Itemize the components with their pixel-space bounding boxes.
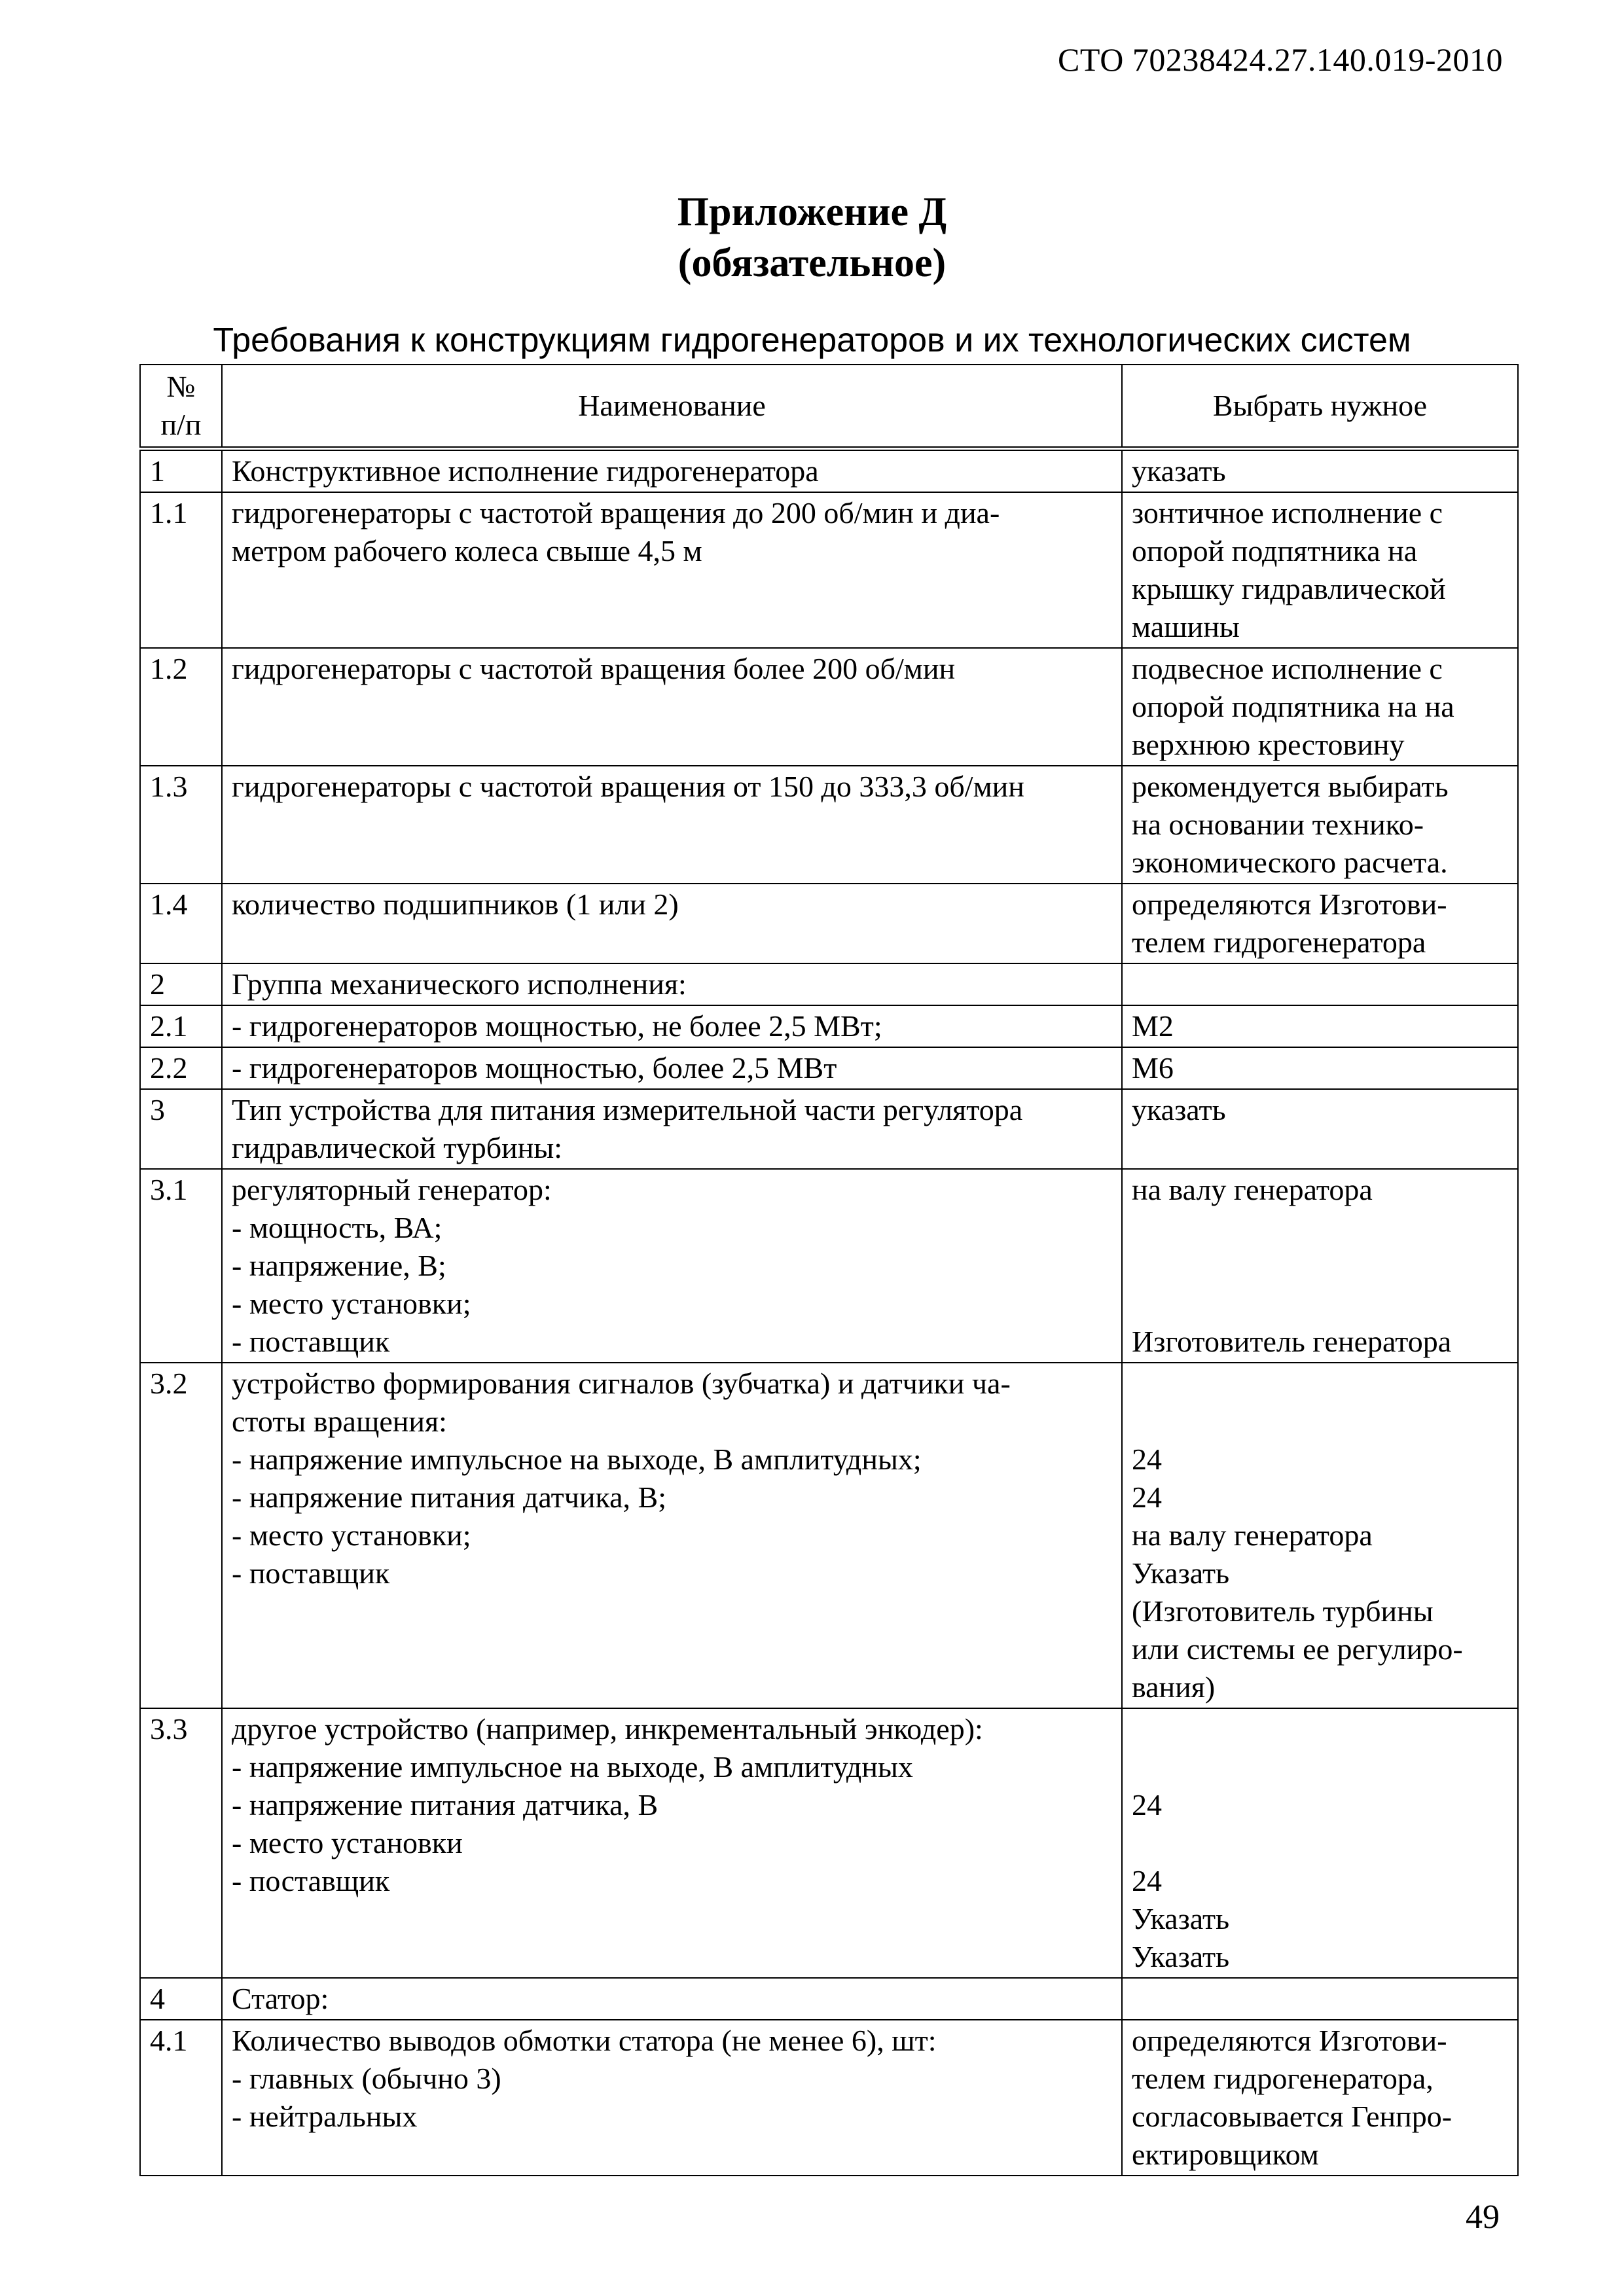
row-choice: на валу генератора Изготовитель генератора (1122, 1169, 1518, 1363)
table-row (140, 766, 1518, 884)
requirements-table (139, 364, 1519, 2176)
table-row (140, 1047, 1518, 1089)
appendix-title-line1: Приложение Д (677, 190, 947, 234)
row-number: 3.1 (140, 1169, 222, 1363)
row-name: - гидрогенераторов мощностью, не более 2,5 МВт; (222, 1005, 1122, 1047)
row-choice: определяются Изготови- телем гидрогенератора (1122, 884, 1518, 963)
table-body (140, 449, 1518, 2176)
row-name: гидрогенераторы с частотой вращения от 150 до 333,3 об/мин (222, 766, 1122, 884)
table-row (140, 884, 1518, 963)
row-choice: рекомендуется выбирать на основании технико- экономического расчета. (1122, 766, 1518, 884)
row-number: 2.1 (140, 1005, 222, 1047)
row-name: Конструктивное исполнение гидрогенератора (222, 449, 1122, 493)
page-number: 49 (1466, 2198, 1500, 2236)
appendix-title (0, 187, 1624, 289)
header-name: Наименование (222, 365, 1122, 449)
table-row (140, 1169, 1518, 1363)
row-choice: М2 (1122, 1005, 1518, 1047)
row-name: гидрогенераторы с частотой вращения более 200 об/мин (222, 648, 1122, 766)
table-row (140, 1363, 1518, 1708)
row-name: Группа механического исполнения: (222, 963, 1122, 1005)
row-choice: зонтичное исполнение с опорой подпятника на крышку гидравлической машины (1122, 492, 1518, 648)
row-name: количество подшипников (1 или 2) (222, 884, 1122, 963)
row-number: 1 (140, 449, 222, 493)
table-row (140, 648, 1518, 766)
row-name: Статор: (222, 1978, 1122, 2020)
table-row (140, 492, 1518, 648)
header-num: № п/п (140, 365, 222, 449)
row-name: гидрогенераторы с частотой вращения до 200 об/мин и диа- метром рабочего колеса свыше 4,5 м (222, 492, 1122, 648)
standard-code: СТО 70238424.27.140.019-2010 (1058, 41, 1503, 78)
table-row (140, 1005, 1518, 1047)
row-number: 4.1 (140, 2020, 222, 2176)
row-number: 1.3 (140, 766, 222, 884)
row-name: Тип устройства для питания измерительной части регулятора гидравлической турбины: (222, 1089, 1122, 1169)
table-row (140, 1978, 1518, 2020)
table-header-row (140, 365, 1518, 449)
appendix-title-line2: (обязательное) (677, 241, 947, 285)
row-choice (1122, 963, 1518, 1005)
row-choice: определяются Изготови- телем гидрогенератора, согласовывается Генпро- ектировщиком (1122, 2020, 1518, 2176)
row-choice: указать (1122, 1089, 1518, 1169)
row-choice: подвесное исполнение с опорой подпятника на на верхнюю крестовину (1122, 648, 1518, 766)
table-row (140, 963, 1518, 1005)
row-choice (1122, 1978, 1518, 2020)
row-number: 1.4 (140, 884, 222, 963)
table-caption: Требования к конструкциям гидрогенераторов и их технологических систем (213, 321, 1411, 359)
table-row (140, 1708, 1518, 1978)
row-choice: указать (1122, 449, 1518, 493)
row-name: устройство формирования сигналов (зубчатка) и датчики ча- стоты вращения: - напряжение импульсное на выходе, В амплитудных; - напряжение питания датчика, В; - место установки; - поставщик (222, 1363, 1122, 1708)
row-name: другое устройство (например, инкрементальный энкодер): - напряжение импульсное на выходе, В амплитудных - напряжение питания датчика, В - место установки - поставщик (222, 1708, 1122, 1978)
row-name: регуляторный генератор: - мощность, ВА; - напряжение, В; - место установки; - поставщик (222, 1169, 1122, 1363)
row-number: 1.2 (140, 648, 222, 766)
row-number: 2.2 (140, 1047, 222, 1089)
row-number: 4 (140, 1978, 222, 2020)
row-number: 3.2 (140, 1363, 222, 1708)
row-number: 3.3 (140, 1708, 222, 1978)
row-choice: 24 24 на валу генератора Указать (Изготовитель турбины или системы ее регулиро- вания) (1122, 1363, 1518, 1708)
row-choice: М6 (1122, 1047, 1518, 1089)
row-number: 2 (140, 963, 222, 1005)
row-name: - гидрогенераторов мощностью, более 2,5 МВт (222, 1047, 1122, 1089)
row-number: 3 (140, 1089, 222, 1169)
header-choice: Выбрать нужное (1122, 365, 1518, 449)
table-row (140, 1089, 1518, 1169)
row-choice: 24 24 Указать Указать (1122, 1708, 1518, 1978)
row-number: 1.1 (140, 492, 222, 648)
row-name: Количество выводов обмотки статора (не менее 6), шт: - главных (обычно 3) - нейтральных (222, 2020, 1122, 2176)
table-row (140, 449, 1518, 493)
table-row (140, 2020, 1518, 2176)
